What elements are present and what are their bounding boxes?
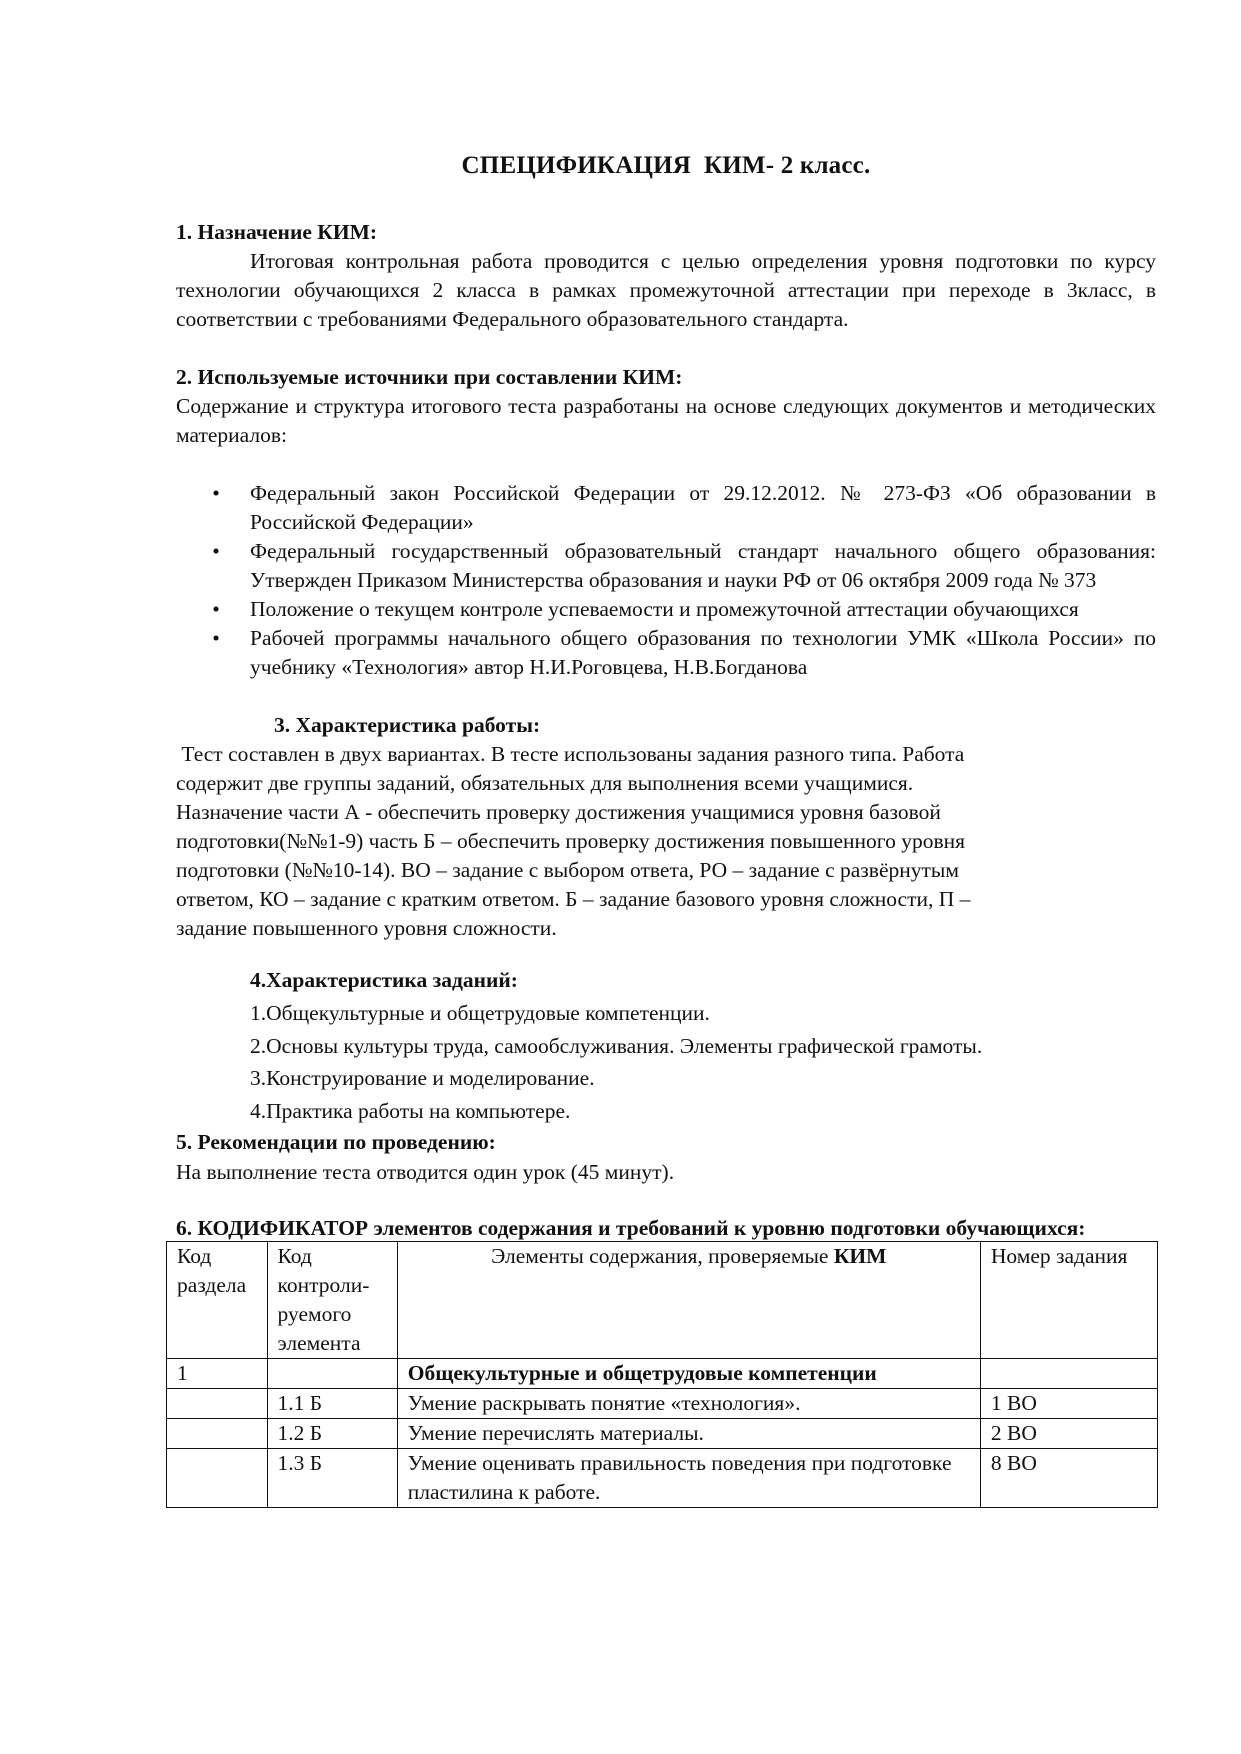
page-title: СПЕЦИФИКАЦИЯ КИМ- 2 класс.: [461, 152, 871, 179]
table-row: [167, 1419, 1158, 1449]
section-1-heading: 1. Назначение КИМ:: [176, 220, 378, 244]
bullet-icon: •: [212, 597, 220, 621]
table-cell: Умение раскрывать понятие «технология».: [397, 1389, 980, 1419]
section-4-heading: 4.Характеристика заданий:: [250, 968, 518, 992]
table-cell: 1 ВО: [980, 1389, 1157, 1419]
header-cell-element-code: Код контроли-руемого элемента: [267, 1242, 397, 1359]
codifier-table: [166, 1241, 1158, 1508]
section-recommendations: [176, 1127, 1156, 1187]
table-section-row: [167, 1359, 1158, 1389]
section-3-line: задание повышенного уровня сложности.: [176, 916, 557, 940]
section-3-line: подготовки(№№1-9) часть Б – обеспечить проверку достижения повышенного уровня: [176, 829, 965, 853]
section-1-text: Итоговая контрольная работа проводится с целью определения уровня подготовки по курсу технологии обучающихся 2 класса в рамках промежуточной аттестации при переходе в 3класс, в соответствии с требованиями Федерального образовательного стандарта.: [176, 249, 1156, 331]
section-work-characteristics: [176, 711, 1156, 943]
section-2-heading: 2. Используемые источники при составлении КИМ:: [176, 365, 683, 389]
task-area-item: 2.Основы культуры труда, самообслуживания. Элементы графической грамоты.: [250, 1033, 983, 1058]
list-item-text: Федеральный государственный образовательный стандарт начального общего образования: Утвержден Приказом Министерства образования и науки РФ от 06 октября 2009 года № 373: [250, 539, 1156, 592]
list-item: [212, 624, 1156, 682]
section-5-heading: 5. Рекомендации по проведению:: [176, 1130, 496, 1154]
table-cell: 8 ВО: [980, 1449, 1157, 1508]
sources-list: [176, 479, 1156, 682]
section-sources: [176, 363, 1156, 682]
section-2-text: Содержание и структура итогового теста разработаны на основе следующих документов и методических материалов:: [176, 394, 1156, 447]
section-6-heading: [176, 1215, 1156, 1241]
list-item-text: Положение о текущем контроле успеваемости и промежуточной аттестации обучающихся: [250, 597, 1079, 621]
table-cell: [267, 1359, 397, 1389]
table-cell: 1.3 Б: [267, 1449, 397, 1508]
table-cell: [980, 1359, 1157, 1389]
section-3-line: подготовки (№№10-14). ВО – задание с выбором ответа, РО – задание с развёрнутым: [176, 858, 959, 882]
section-6-heading-bold: 6. КОДИФИКАТОР: [176, 1216, 369, 1240]
header-cell-section-code: Код раздела: [167, 1242, 268, 1359]
section-3-heading: 3. Характеристика работы:: [274, 713, 541, 737]
table-cell: Умение перечислять материалы.: [397, 1419, 980, 1449]
section-purpose: [176, 218, 1156, 334]
list-item-text: Федеральный закон Российской Федерации от 29.12.2012. № 273-ФЗ «Об образовании в Российской Федерации»: [250, 481, 1156, 534]
header-cell-content: [397, 1242, 980, 1359]
table-cell: Общекультурные и общетрудовые компетенции: [397, 1359, 980, 1389]
section-3-line: содержит две группы заданий, обязательных для выполнения всеми учащимися.: [176, 771, 914, 795]
header-cell-task-number: Номер задания: [980, 1242, 1157, 1359]
section-codifier: [176, 1215, 1156, 1508]
table-row: [167, 1449, 1158, 1508]
task-area-item: 1.Общекультурные и общетрудовые компетенции.: [250, 1001, 710, 1025]
table-header-row: [167, 1242, 1158, 1359]
document-page: [176, 140, 1156, 1508]
list-item: [212, 595, 1156, 624]
table-cell: 1.1 Б: [267, 1389, 397, 1419]
table-cell: 1.2 Б: [267, 1419, 397, 1449]
bullet-icon: •: [212, 481, 220, 505]
table-cell: [167, 1449, 268, 1508]
task-area-item: 4.Практика работы на компьютере.: [250, 1098, 571, 1123]
task-area-item: 3.Конструирование и моделирование.: [250, 1066, 595, 1090]
table-cell: 2 ВО: [980, 1419, 1157, 1449]
list-item: [212, 537, 1156, 595]
table-cell: [167, 1419, 268, 1449]
section-3-line: ответом, КО – задание с кратким ответом. Б – задание базового уровня сложности, П –: [176, 887, 971, 911]
list-item-text: Рабочей программы начального общего образования по технологии УМК «Школа России» по учебнику «Технология» автор Н.И.Роговцева, Н.В.Богданова: [250, 626, 1156, 679]
section-task-characteristics: [176, 963, 1156, 1127]
list-item: [212, 479, 1156, 537]
table-cell: Умение оценивать правильность поведения при подготовке пластилина к работе.: [397, 1449, 980, 1508]
bullet-icon: •: [212, 539, 220, 563]
section-3-line: Тест составлен в двух вариантах. В тесте использованы задания разного типа. Работа: [176, 742, 965, 766]
table-row: [167, 1389, 1158, 1419]
bullet-icon: •: [212, 626, 220, 650]
table-cell: [167, 1389, 268, 1419]
section-3-line: Назначение части А - обеспечить проверку достижения учащимися уровня базовой: [176, 800, 941, 824]
table-cell: 1: [167, 1359, 268, 1389]
header-cell-content-bold: КИМ: [833, 1244, 887, 1268]
section-6-heading-rest: элементов содержания и требований к уровню подготовки обучающихся:: [368, 1216, 1086, 1240]
header-cell-content-text: Элементы содержания, проверяемые: [491, 1244, 834, 1268]
section-5-text: На выполнение теста отводится один урок (45 минут).: [176, 1160, 675, 1184]
